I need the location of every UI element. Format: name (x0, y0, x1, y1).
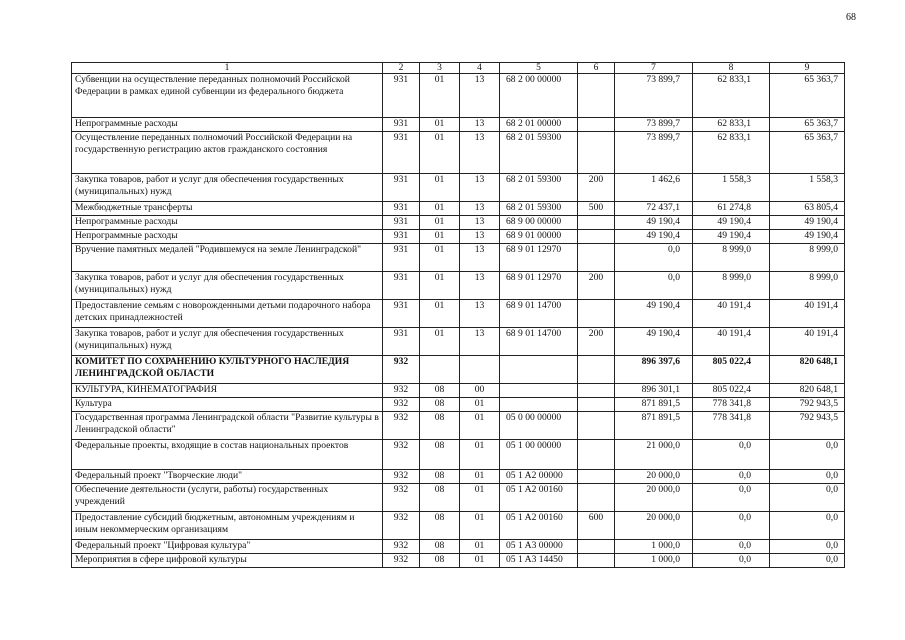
cell-column-csr: 68 9 01 14700 (500, 328, 578, 356)
cell-column-csr: 68 2 00 00000 (500, 74, 578, 118)
cell-column-ved: 931 (383, 244, 420, 272)
cell-column-ved: 931 (383, 132, 420, 174)
cell-column-sum-3: 820 648,1 (770, 384, 845, 398)
cell-column-sum-2: 62 833,1 (693, 118, 770, 132)
cell-column-csr: 68 2 01 59300 (500, 202, 578, 216)
cell-column-rz: 01 (420, 74, 460, 118)
cell-column-vr (578, 132, 615, 174)
table-row (72, 272, 845, 300)
cell-column-name: Субвенции на осуществление переданных полномочий Российской Федерации в рамках единой субвенции из федерального бюджета (72, 74, 383, 118)
cell-column-sum-2: 0,0 (693, 470, 770, 484)
cell-column-sum-1: 871 891,5 (615, 412, 693, 440)
header-column-pr: 4 (460, 63, 500, 74)
cell-column-sum-1: 21 000,0 (615, 440, 693, 470)
cell-column-ved: 931 (383, 230, 420, 244)
cell-column-sum-2: 62 833,1 (693, 132, 770, 174)
cell-column-sum-3: 65 363,7 (770, 118, 845, 132)
header-column-name: 1 (72, 63, 383, 74)
cell-column-sum-1: 49 190,4 (615, 230, 693, 244)
cell-column-sum-2: 0,0 (693, 540, 770, 554)
cell-column-sum-2: 49 190,4 (693, 230, 770, 244)
table-header-row (72, 63, 845, 74)
cell-column-ved: 932 (383, 512, 420, 540)
cell-column-rz: 08 (420, 512, 460, 540)
cell-column-vr: 200 (578, 328, 615, 356)
table-row (72, 470, 845, 484)
cell-column-csr: 05 1 A2 00000 (500, 470, 578, 484)
cell-column-name: Федеральные проекты, входящие в состав национальных проектов (72, 440, 383, 470)
cell-column-csr: 05 1 A3 14450 (500, 554, 578, 568)
cell-column-pr: 13 (460, 300, 500, 328)
table-row (72, 512, 845, 540)
cell-column-vr: 600 (578, 512, 615, 540)
budget-table (71, 62, 845, 568)
table-row (72, 216, 845, 230)
cell-column-sum-3: 40 191,4 (770, 328, 845, 356)
cell-column-pr (460, 356, 500, 384)
cell-column-ved: 932 (383, 384, 420, 398)
table-row (72, 118, 845, 132)
header-column-vr: 6 (578, 63, 615, 74)
cell-column-rz: 08 (420, 412, 460, 440)
cell-column-name: Предоставление семьям с новорожденными детьми подарочного набора детских принадлежностей (72, 300, 383, 328)
cell-column-sum-3: 0,0 (770, 484, 845, 512)
cell-column-rz: 01 (420, 300, 460, 328)
cell-column-sum-3: 8 999,0 (770, 272, 845, 300)
cell-column-pr: 13 (460, 118, 500, 132)
cell-column-pr: 01 (460, 440, 500, 470)
cell-column-sum-2: 0,0 (693, 440, 770, 470)
table-row (72, 398, 845, 412)
cell-column-sum-3: 0,0 (770, 540, 845, 554)
cell-column-sum-2: 805 022,4 (693, 356, 770, 384)
cell-column-vr: 200 (578, 272, 615, 300)
cell-column-name: Федеральный проект "Творческие люди" (72, 470, 383, 484)
cell-column-rz: 08 (420, 554, 460, 568)
cell-column-name: Закупка товаров, работ и услуг для обеспечения государственных (муниципальных) нужд (72, 174, 383, 202)
cell-column-vr (578, 484, 615, 512)
cell-column-pr: 13 (460, 132, 500, 174)
cell-column-rz: 01 (420, 328, 460, 356)
cell-column-vr (578, 412, 615, 440)
cell-column-pr: 13 (460, 202, 500, 216)
cell-column-csr: 68 9 01 12970 (500, 272, 578, 300)
cell-column-ved: 931 (383, 174, 420, 202)
cell-column-sum-1: 1 462,6 (615, 174, 693, 202)
cell-column-name: Федеральный проект "Цифровая культура" (72, 540, 383, 554)
cell-column-csr: 68 9 01 14700 (500, 300, 578, 328)
cell-column-ved: 931 (383, 202, 420, 216)
cell-column-csr: 68 2 01 59300 (500, 174, 578, 202)
cell-column-csr: 05 1 00 00000 (500, 440, 578, 470)
cell-column-sum-1: 49 190,4 (615, 216, 693, 230)
cell-column-rz: 01 (420, 216, 460, 230)
cell-column-sum-1: 20 000,0 (615, 470, 693, 484)
cell-column-sum-1: 896 397,6 (615, 356, 693, 384)
cell-column-csr: 05 0 00 00000 (500, 412, 578, 440)
cell-column-sum-1: 896 301,1 (615, 384, 693, 398)
cell-column-pr: 13 (460, 244, 500, 272)
cell-column-pr: 13 (460, 174, 500, 202)
cell-column-sum-3: 0,0 (770, 440, 845, 470)
table-row (72, 440, 845, 470)
header-column-sum-1: 7 (615, 63, 693, 74)
cell-column-name: Межбюджетные трансферты (72, 202, 383, 216)
cell-column-vr (578, 118, 615, 132)
cell-column-sum-2: 0,0 (693, 484, 770, 512)
cell-column-csr: 05 1 A3 00000 (500, 540, 578, 554)
cell-column-name: Непрограммные расходы (72, 230, 383, 244)
cell-column-ved: 931 (383, 300, 420, 328)
cell-column-rz: 08 (420, 384, 460, 398)
table-row (72, 300, 845, 328)
header-column-sum-3: 9 (770, 63, 845, 74)
cell-column-ved: 932 (383, 398, 420, 412)
cell-column-pr: 01 (460, 398, 500, 412)
table-row (72, 230, 845, 244)
cell-column-pr: 13 (460, 216, 500, 230)
table-row (72, 412, 845, 440)
cell-column-vr (578, 470, 615, 484)
cell-column-ved: 932 (383, 470, 420, 484)
header-column-ved: 2 (383, 63, 420, 74)
cell-column-pr: 13 (460, 328, 500, 356)
cell-column-vr (578, 216, 615, 230)
cell-column-sum-2: 8 999,0 (693, 244, 770, 272)
cell-column-ved: 932 (383, 484, 420, 512)
cell-column-rz: 08 (420, 540, 460, 554)
table-row (72, 356, 845, 384)
cell-column-name: Закупка товаров, работ и услуг для обеспечения государственных (муниципальных) нужд (72, 328, 383, 356)
cell-column-ved: 932 (383, 356, 420, 384)
cell-column-sum-1: 1 000,0 (615, 554, 693, 568)
header-column-rz: 3 (420, 63, 460, 74)
cell-column-pr: 01 (460, 540, 500, 554)
table-row (72, 174, 845, 202)
table-row (72, 540, 845, 554)
cell-column-name: Непрограммные расходы (72, 216, 383, 230)
table-row (72, 328, 845, 356)
header-column-sum-2: 8 (693, 63, 770, 74)
cell-column-sum-1: 20 000,0 (615, 484, 693, 512)
cell-column-ved: 931 (383, 272, 420, 300)
cell-column-ved: 931 (383, 74, 420, 118)
cell-column-rz (420, 356, 460, 384)
cell-column-rz: 01 (420, 244, 460, 272)
cell-column-pr: 01 (460, 554, 500, 568)
cell-column-name: Обеспечение деятельности (услуги, работы) государственных учреждений (72, 484, 383, 512)
cell-column-vr (578, 554, 615, 568)
cell-column-sum-2: 0,0 (693, 554, 770, 568)
cell-column-sum-2: 1 558,3 (693, 174, 770, 202)
cell-column-vr (578, 398, 615, 412)
cell-column-rz: 01 (420, 174, 460, 202)
cell-column-sum-1: 73 899,7 (615, 118, 693, 132)
header-column-csr: 5 (500, 63, 578, 74)
cell-column-sum-3: 0,0 (770, 512, 845, 540)
cell-column-csr: 05 1 A2 00160 (500, 484, 578, 512)
cell-column-sum-3: 49 190,4 (770, 230, 845, 244)
cell-column-ved: 931 (383, 118, 420, 132)
cell-column-csr: 68 2 01 59300 (500, 132, 578, 174)
table-row (72, 554, 845, 568)
cell-column-vr (578, 540, 615, 554)
cell-column-sum-1: 0,0 (615, 244, 693, 272)
table-row (72, 202, 845, 216)
cell-column-sum-3: 820 648,1 (770, 356, 845, 384)
cell-column-vr (578, 384, 615, 398)
cell-column-sum-2: 49 190,4 (693, 216, 770, 230)
cell-column-name: Предоставление субсидий бюджетным, автономным учреждениям и иным некоммерческим организациям (72, 512, 383, 540)
cell-column-sum-3: 40 191,4 (770, 300, 845, 328)
table-row (72, 384, 845, 398)
cell-column-sum-3: 792 943,5 (770, 398, 845, 412)
cell-column-pr: 01 (460, 470, 500, 484)
cell-column-rz: 08 (420, 440, 460, 470)
cell-column-sum-3: 0,0 (770, 470, 845, 484)
cell-column-name: КУЛЬТУРА, КИНЕМАТОГРАФИЯ (72, 384, 383, 398)
cell-column-rz: 08 (420, 470, 460, 484)
cell-column-name: Мероприятия в сфере цифровой культуры (72, 554, 383, 568)
cell-column-sum-2: 61 274,8 (693, 202, 770, 216)
cell-column-name: Осуществление переданных полномочий Российской Федерации на государственную регистрацию актов гражданского состояния (72, 132, 383, 174)
cell-column-rz: 01 (420, 202, 460, 216)
cell-column-vr (578, 74, 615, 118)
cell-column-ved: 932 (383, 412, 420, 440)
cell-column-rz: 08 (420, 484, 460, 512)
cell-column-sum-1: 49 190,4 (615, 328, 693, 356)
cell-column-name: Вручение памятных медалей "Родившемуся на земле Ленинградской" (72, 244, 383, 272)
cell-column-csr: 68 2 01 00000 (500, 118, 578, 132)
cell-column-sum-2: 805 022,4 (693, 384, 770, 398)
cell-column-sum-2: 40 191,4 (693, 300, 770, 328)
cell-column-ved: 931 (383, 328, 420, 356)
cell-column-sum-3: 65 363,7 (770, 74, 845, 118)
cell-column-sum-3: 0,0 (770, 554, 845, 568)
cell-column-ved: 932 (383, 440, 420, 470)
cell-column-sum-2: 40 191,4 (693, 328, 770, 356)
cell-column-csr: 68 9 00 00000 (500, 216, 578, 230)
cell-column-sum-1: 871 891,5 (615, 398, 693, 412)
table-row (72, 484, 845, 512)
cell-column-vr (578, 230, 615, 244)
cell-column-pr: 13 (460, 230, 500, 244)
cell-column-sum-1: 73 899,7 (615, 74, 693, 118)
cell-column-pr: 13 (460, 272, 500, 300)
cell-column-name: Государственная программа Ленинградской области "Развитие культуры в Ленинградской области" (72, 412, 383, 440)
cell-column-sum-3: 65 363,7 (770, 132, 845, 174)
cell-column-csr: 68 9 01 00000 (500, 230, 578, 244)
table-row (72, 74, 845, 118)
cell-column-sum-3: 1 558,3 (770, 174, 845, 202)
cell-column-pr: 01 (460, 484, 500, 512)
cell-column-csr: 68 9 01 12970 (500, 244, 578, 272)
cell-column-csr (500, 356, 578, 384)
cell-column-sum-1: 1 000,0 (615, 540, 693, 554)
cell-column-sum-2: 8 999,0 (693, 272, 770, 300)
cell-column-csr: 05 1 A2 00160 (500, 512, 578, 540)
cell-column-rz: 08 (420, 398, 460, 412)
cell-column-sum-3: 792 943,5 (770, 412, 845, 440)
cell-column-vr (578, 440, 615, 470)
cell-column-rz: 01 (420, 118, 460, 132)
cell-column-pr: 00 (460, 384, 500, 398)
cell-column-pr: 01 (460, 412, 500, 440)
cell-column-sum-2: 0,0 (693, 512, 770, 540)
cell-column-ved: 932 (383, 540, 420, 554)
cell-column-vr (578, 300, 615, 328)
cell-column-pr: 13 (460, 74, 500, 118)
table-row (72, 244, 845, 272)
page-number: 68 (846, 12, 856, 23)
cell-column-csr (500, 398, 578, 412)
cell-column-sum-2: 62 833,1 (693, 74, 770, 118)
cell-column-sum-3: 63 805,4 (770, 202, 845, 216)
cell-column-ved: 932 (383, 554, 420, 568)
cell-column-name: КОМИТЕТ ПО СОХРАНЕНИЮ КУЛЬТУРНОГО НАСЛЕДИЯ ЛЕНИНГРАДСКОЙ ОБЛАСТИ (72, 356, 383, 384)
cell-column-sum-1: 0,0 (615, 272, 693, 300)
cell-column-pr: 01 (460, 512, 500, 540)
cell-column-name: Непрограммные расходы (72, 118, 383, 132)
cell-column-sum-1: 20 000,0 (615, 512, 693, 540)
cell-column-vr (578, 244, 615, 272)
cell-column-name: Закупка товаров, работ и услуг для обеспечения государственных (муниципальных) нужд (72, 272, 383, 300)
cell-column-sum-2: 778 341,8 (693, 412, 770, 440)
cell-column-vr (578, 356, 615, 384)
cell-column-sum-1: 73 899,7 (615, 132, 693, 174)
cell-column-name: Культура (72, 398, 383, 412)
cell-column-vr: 500 (578, 202, 615, 216)
cell-column-rz: 01 (420, 230, 460, 244)
cell-column-rz: 01 (420, 132, 460, 174)
table-row (72, 132, 845, 174)
cell-column-sum-3: 49 190,4 (770, 216, 845, 230)
cell-column-sum-3: 8 999,0 (770, 244, 845, 272)
cell-column-sum-1: 72 437,1 (615, 202, 693, 216)
cell-column-rz: 01 (420, 272, 460, 300)
cell-column-csr (500, 384, 578, 398)
cell-column-sum-2: 778 341,8 (693, 398, 770, 412)
cell-column-ved: 931 (383, 216, 420, 230)
cell-column-sum-1: 49 190,4 (615, 300, 693, 328)
cell-column-vr: 200 (578, 174, 615, 202)
